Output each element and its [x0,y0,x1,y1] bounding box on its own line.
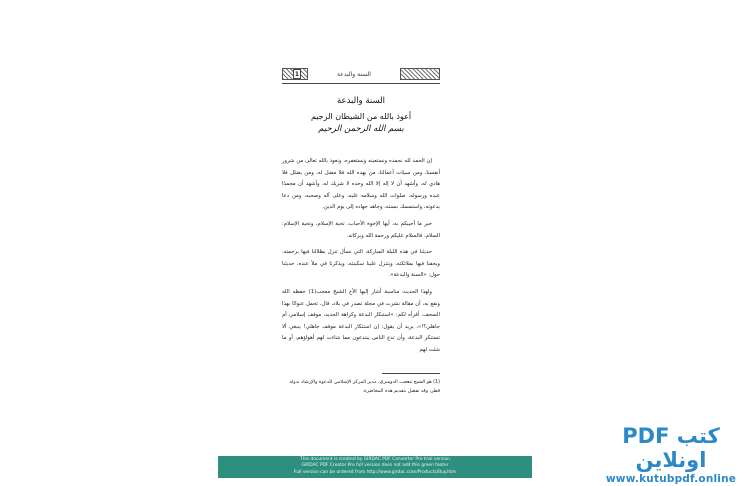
document-page [282,66,440,401]
trial-banner-line-1: This document is created by GIRDAC PDF Converter Pro trial version [300,457,450,462]
footnote-divider [382,373,440,374]
running-header-title: السنة والبدعة [337,70,371,78]
paragraph-3: حديثنا في هذه الليلة المباركة، التي نسأل تنزل بظلالنا فيها برحمته، ويحفنا فيها بملائكته، ويتنزل علينا سكينته، ويذكرنا في ملأ عنده، حديثنا حول: «السنة والبدعة». [282,249,440,279]
paragraph-4: ولهذا الحديث مناسبة أشار إليها الأخ الشيخ معجب(1) حفظه الله ونفع به، أن مقالة نشرت في مجلة تصدر في بلاد، قال، تحمل عنوانًا بهذا السخف، أقرأه لكم: «استنكار البدعة وكراهة الجديد، موقف إسلامي أم جاهلي؟!»، يريد أن يقول: إن استنكار البدعة موقف جاهلي! ينبغي ألا تستنكر البدعة، وأن تدع الناس يبتدعون مما شاءت لهم أهواؤهم، أو ما شئت لهم [282,288,440,353]
paragraph-2: خير ما أحييكم به، أيها الإخوة الأحباب، تحية الإسلام، وتحية الإسلام: السلام، فالسلام عليكم ورحمة الله وبركاته. [282,220,440,239]
trial-version-banner [218,456,532,478]
site-watermark [596,424,746,486]
page-number: 1 [294,71,300,78]
header-ornament-right [400,68,440,80]
trial-banner-line-3: Full version can be ordered from http://www.girdac.com/Products/Buy.htm [293,469,457,475]
page-header [282,66,440,82]
basmala-line: بسم الله الرحمن الرحيم [318,124,404,134]
body-text [282,156,440,362]
footnote: (1) هو الشيخ معجب الدوسري، مدير المركز الإسلامي للدعوة والإرشاد بدولة قطر، وقد تفضل بتقديم هذه المحاضرة. [289,380,440,394]
trial-banner-line-2: GIRDAC PDF Creator Pro full version does not add this green footer [301,463,449,469]
paragraph-1: إن الحمد لله نحمده ونستعينه ونستغفره، ونعوذ بالله تعالى من شرور أنفسنا، ومن سيئات أعمالنا، من يهده الله فلا مضل له، ومن يضلل فلا هادي له، وأشهد أن لا إله إلا الله وحده لا شريك له، وأشهد أن محمدًا عبده ورسوله، صلوات الله وسلامه عليه، وعلى آله وصحبه، ومن دعا بدعوته، واستمسك بسنته، وجاهد جهاده إلى يوم الدين. [282,158,440,211]
watermark-arabic-text: كتب PDF اونلاين [622,424,720,472]
page-title: السنة والبدعة [336,96,386,106]
isti-adha-line: أعوذ بالله من الشيطان الرجيم [310,112,412,121]
header-divider [282,83,440,84]
watermark-url: www.kutubpdf.online [605,473,737,485]
